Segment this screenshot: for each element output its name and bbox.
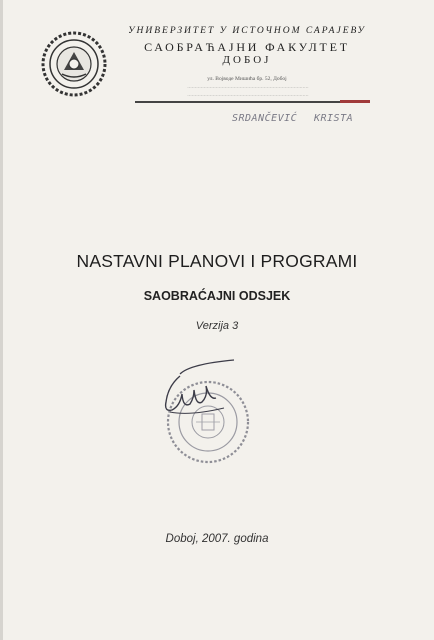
faculty-name: САОБРАЋАЈНИ ФАКУЛТЕТ [144, 40, 350, 54]
university-name: УНИВЕРЗИТЕТ У ИСТОЧНОМ САРАЈЕВУ [128, 26, 366, 36]
contact-line: ················································································· [187, 93, 309, 98]
university-seal-icon [40, 30, 108, 98]
department-name: SAOBRAĆAJNI ODSJEK [143, 289, 291, 303]
header-divider-accent [340, 100, 370, 103]
official-stamp-icon [168, 382, 248, 462]
document-version: Verzija 3 [195, 320, 239, 332]
document-title: NASTAVNI PLANOVI I PROGRAMI [76, 251, 358, 271]
faculty-city: ДОБОЈ [222, 54, 272, 66]
handwritten-firstname: KRISTA [314, 113, 354, 124]
handwritten-surname: SRDANČEVIĆ [232, 113, 298, 124]
signature-stamp-area [150, 352, 260, 472]
contact-line: ················································································· [187, 85, 309, 90]
signature-icon [166, 360, 234, 413]
document-place-date: Doboj, 2007. godina [165, 533, 269, 545]
header-divider [135, 101, 370, 103]
faculty-address: ул. Војводе Мишића бр. 52, Добој [207, 76, 287, 82]
